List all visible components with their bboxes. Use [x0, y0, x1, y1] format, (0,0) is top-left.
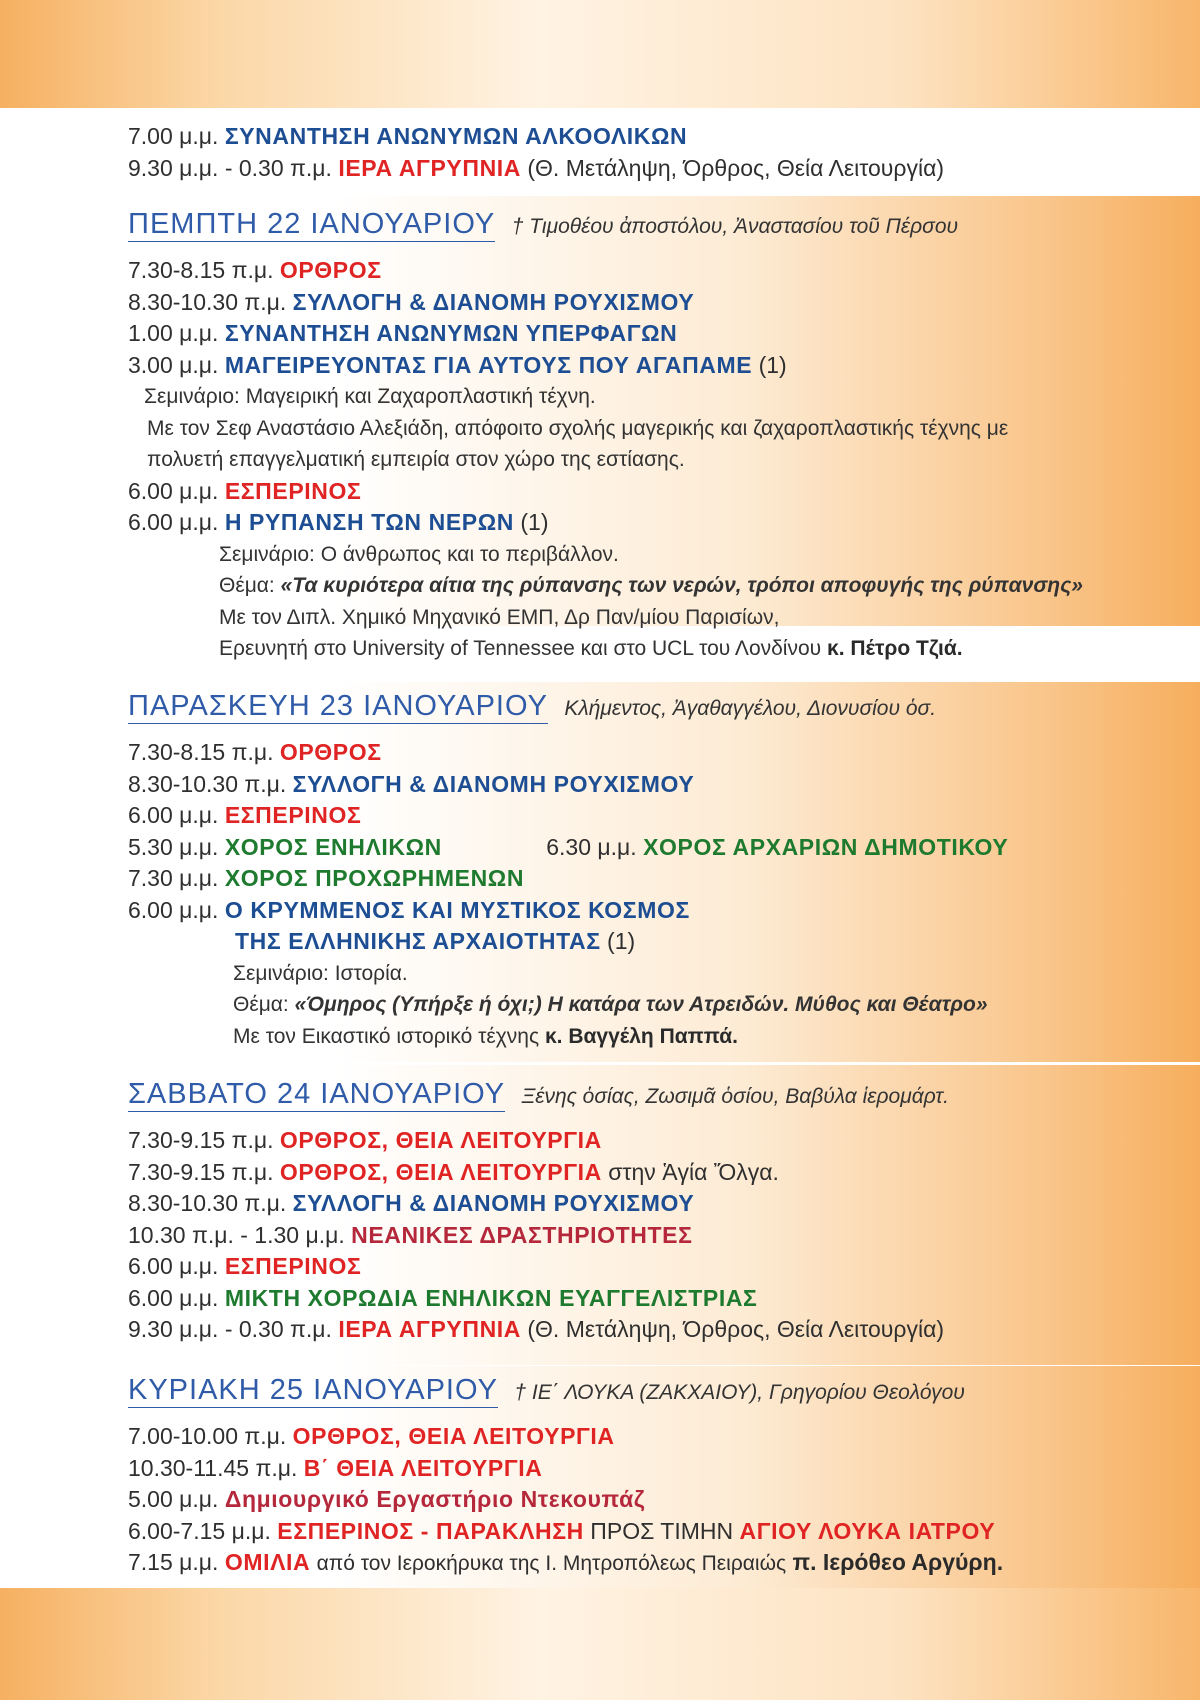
- event-time: 8.30-10.30 π.μ.: [128, 770, 287, 797]
- event-time: 3.00 μ.μ.: [128, 351, 219, 378]
- event-row: [128, 255, 1178, 287]
- day-header: [128, 690, 1178, 723]
- speaker-name: κ. Πέτρο Τζιά.: [826, 637, 963, 660]
- event-time: 8.30-10.30 π.μ.: [128, 1190, 287, 1216]
- event-note: (1): [607, 928, 636, 954]
- event-row: [128, 769, 1178, 801]
- event-row: [128, 863, 1178, 895]
- event-title: ΙΕΡΑ ΑΓΡΥΠΝΙΑ: [338, 1316, 521, 1342]
- intro-event: [128, 153, 1178, 185]
- event-title: ΣΥΝΑΝΤΗΣΗ ΑΝΩΝΥΜΩΝ ΑΛΚΟΟΛΙΚΩΝ: [224, 123, 688, 149]
- event-time: 6.30 μ.μ.: [546, 833, 637, 860]
- seminar-line: Σεμινάριο: Ο άνθρωπος και το περιβάλλον.: [219, 542, 619, 566]
- saint-of-day: Ξένης ὁσίας, Ζωσιμᾶ ὁσίου, Βαβύλα ἱερομάρτ.: [521, 1085, 949, 1108]
- event-title: Ο ΚΡΥΜΜΕΝΟΣ ΚΑΙ ΜΥΣΤΙΚΟΣ ΚΟΣΜΟΣ: [224, 896, 690, 923]
- theme-text: «Όμηρος (Υπήρξε ή όχι;) Η κατάρα των Ατρειδών. Μύθος και Θέατρο»: [294, 993, 988, 1016]
- event-row: [128, 350, 1178, 382]
- event-title: Δημιουργικό Εργαστήριο Ντεκουπάζ: [224, 1486, 646, 1512]
- seminar-line: πολυετή επαγγελματική εμπειρία στον χώρο της εστίασης.: [147, 448, 685, 471]
- seminar-speaker: [128, 1021, 1178, 1053]
- speaker-intro: Με τον Εικαστικό ιστορικό τέχνης: [233, 1024, 540, 1048]
- event-title: Η ΡΥΠΑΝΣΗ ΤΩΝ ΝΕΡΩΝ: [224, 509, 514, 535]
- event-time: 7.00 μ.μ.: [128, 123, 219, 149]
- event-row: [128, 318, 1178, 350]
- event-time: 7.30-8.15 π.μ.: [128, 739, 274, 765]
- theme-label: Θέμα:: [219, 574, 275, 597]
- day-header: [128, 1374, 1178, 1407]
- event-time: 7.30 μ.μ.: [128, 865, 219, 891]
- event-time: 6.00 μ.μ.: [128, 1284, 219, 1311]
- event-title: ΣΥΛΛΟΓΗ & ΔΙΑΝΟΜΗ ΡΟΥΧΙΣΜΟΥ: [292, 288, 695, 315]
- event-title: ΟΡΘΡΟΣ, ΘΕΙΑ ΛΕΙΤΟΥΡΓΙΑ: [279, 1127, 602, 1153]
- event-title: ΕΣΠΕΡΙΝΟΣ: [224, 802, 362, 828]
- event-note: στην Ἁγία Ὄλγα.: [608, 1158, 779, 1185]
- event-title: ΧΟΡΟΣ ΕΝΗΛΙΚΩΝ: [224, 833, 442, 860]
- event-time: 9.30 μ.μ. - 0.30 π.μ.: [128, 1316, 332, 1342]
- theme-label: Θέμα:: [233, 993, 289, 1016]
- event-row: [128, 507, 1178, 539]
- event-row: [128, 287, 1178, 319]
- event-title: ΟΡΘΡΟΣ, ΘΕΙΑ ΛΕΙΤΟΥΡΓΙΑ: [279, 1158, 602, 1185]
- event-time: 9.30 μ.μ. - 0.30 π.μ.: [128, 154, 332, 181]
- day-title: ΚΥΡΙΑΚΗ 25 ΙΑΝΟΥΑΡΙΟΥ: [128, 1374, 498, 1406]
- event-row: [128, 1157, 1178, 1189]
- event-title: ΙΕΡΑ ΑΓΡΥΠΝΙΑ: [338, 154, 521, 181]
- event-title: ΕΣΠΕΡΙΝΟΣ - ΠΑΡΑΚΛΗΣΗ: [277, 1517, 584, 1544]
- event-title: ΣΥΛΛΟΓΗ & ΔΙΑΝΟΜΗ ΡΟΥΧΙΣΜΟΥ: [292, 770, 695, 797]
- day-header: [128, 1078, 1178, 1111]
- event-note: (Θ. Μετάληψη, Όρθρος, Θεία Λειτουργία): [527, 154, 945, 181]
- event-time: 6.00 μ.μ.: [128, 802, 219, 828]
- seminar-theme: [128, 570, 1178, 602]
- event-row: [128, 895, 1178, 927]
- event-row: [128, 1220, 1178, 1252]
- event-time: 7.30-9.15 π.μ.: [128, 1127, 274, 1153]
- event-time: 10.30 π.μ. - 1.30 μ.μ.: [128, 1221, 345, 1248]
- event-title: ΟΡΘΡΟΣ: [279, 739, 382, 765]
- event-row: [128, 1421, 1178, 1453]
- event-time: 7.30-8.15 π.μ.: [128, 257, 274, 283]
- day-title: ΠΑΡΑΣΚΕΥΗ 23 ΙΑΝΟΥΑΡΙΟΥ: [128, 690, 548, 722]
- event-time: 5.00 μ.μ.: [128, 1486, 219, 1512]
- event-title: ΑΓΙΟΥ ΛΟΥΚΑ ΙΑΤΡΟΥ: [739, 1517, 996, 1544]
- thursday-section: [128, 208, 1178, 665]
- bottom-decor-band: [0, 1588, 1200, 1700]
- event-row: [128, 1188, 1178, 1220]
- event-row: [128, 737, 1178, 769]
- day-title: ΠΕΜΠΤΗ 22 ΙΑΝΟΥΑΡΙΟΥ: [128, 208, 496, 240]
- event-title: Β΄ ΘΕΙΑ ΛΕΙΤΟΥΡΓΙΑ: [303, 1454, 543, 1481]
- event-row: [128, 1484, 1178, 1516]
- intro-event: [128, 121, 1178, 153]
- event-time: 6.00 μ.μ.: [128, 896, 219, 923]
- event-title: ΕΣΠΕΡΙΝΟΣ: [224, 1253, 362, 1279]
- friday-section: [128, 690, 1178, 1052]
- event-time: 1.00 μ.μ.: [128, 320, 219, 346]
- event-note: (1): [520, 509, 549, 535]
- day-title: ΣΑΒΒΑΤΟ 24 ΙΑΝΟΥΑΡΙΟΥ: [128, 1078, 506, 1110]
- event-row: [128, 476, 1178, 508]
- event-title: ΝΕΑΝΙΚΕΣ ΔΡΑΣΤΗΡΙΟΤΗΤΕΣ: [351, 1221, 693, 1248]
- saint-of-day: † ΙΕ΄ ΛΟΥΚΑ (ΖΑΚΧΑΙΟΥ), Γρηγορίου Θεολόγου: [514, 1381, 965, 1404]
- day-header: [128, 208, 1178, 241]
- event-title: ΣΥΝΑΝΤΗΣΗ ΑΝΩΝΥΜΩΝ ΥΠΕΡΦΑΓΩΝ: [224, 320, 678, 346]
- saint-of-day: Κλήμεντος, Ἀγαθαγγέλου, Διονυσίου ὁσ.: [564, 697, 937, 720]
- event-title: ΧΟΡΟΣ ΑΡΧΑΡΙΩΝ ΔΗΜΟΤΙΚΟΥ: [643, 833, 1009, 860]
- event-time: 10.30-11.45 π.μ.: [128, 1454, 298, 1481]
- seminar-line: Με τον Σεφ Αναστάσιο Αλεξιάδη, απόφοιτο σχολής μαγερικής και ζαχαροπλαστικής τέχνης με: [147, 416, 1009, 440]
- speaker-name: κ. Βαγγέλη Παππά.: [544, 1024, 738, 1048]
- event-title: ΧΟΡΟΣ ΠΡΟΧΩΡΗΜΕΝΩΝ: [224, 865, 525, 891]
- event-note: ΠΡΟΣ ΤΙΜΗΝ: [590, 1517, 734, 1544]
- event-title: ΤΗΣ ΕΛΛΗΝΙΚΗΣ ΑΡΧΑΙΟΤΗΤΑΣ: [235, 928, 601, 954]
- speaker-name: π. Ιερόθεο Αργύρη.: [792, 1549, 1004, 1575]
- event-note: από τον Ιεροκήρυκα της Ι. Μητροπόλεως Πειραιώς: [316, 1552, 787, 1575]
- event-row: [128, 832, 1178, 864]
- event-title: ΟΡΘΡΟΣ: [279, 257, 382, 283]
- event-title: ΣΥΛΛΟΓΗ & ΔΙΑΝΟΜΗ ΡΟΥΧΙΣΜΟΥ: [292, 1190, 695, 1216]
- event-title: ΜΑΓΕΙΡΕΥΟΝΤΑΣ ΓΙΑ ΑΥΤΟΥΣ ΠΟΥ ΑΓΑΠΑΜΕ: [224, 351, 753, 378]
- event-time: 6.00 μ.μ.: [128, 477, 219, 504]
- event-row: [128, 1453, 1178, 1485]
- event-row: [128, 800, 1178, 832]
- event-row: [128, 1283, 1178, 1315]
- event-time: 6.00-7.15 μ.μ.: [128, 1517, 271, 1544]
- event-row: [128, 1125, 1178, 1157]
- intro-section: [128, 121, 1178, 184]
- event-time: 7.15 μ.μ.: [128, 1549, 219, 1575]
- event-time: 8.30-10.30 π.μ.: [128, 288, 287, 315]
- saturday-section: [128, 1078, 1178, 1346]
- event-title: ΜΙΚΤΗ ΧΟΡΩΔΙΑ ΕΝΗΛΙΚΩΝ ΕΥΑΓΓΕΛΙΣΤΡΙΑΣ: [224, 1284, 758, 1311]
- sunday-section: [128, 1374, 1178, 1580]
- seminar-speaker: [128, 633, 1178, 665]
- seminar-line: Σεμινάριο: Ιστορία.: [233, 961, 408, 985]
- event-time: 7.00-10.00 π.μ.: [128, 1423, 287, 1449]
- event-row: [128, 1547, 1178, 1580]
- event-title: ΟΜΙΛΙΑ: [224, 1549, 311, 1575]
- event-row: [128, 1314, 1178, 1346]
- saint-of-day: † Τιμοθέου ἀποστόλου, Ἀναστασίου τοῦ Πέρσου: [511, 215, 959, 238]
- event-row: [128, 1251, 1178, 1283]
- event-title: ΟΡΘΡΟΣ, ΘΕΙΑ ΛΕΙΤΟΥΡΓΙΑ: [292, 1423, 615, 1449]
- event-time: 6.00 μ.μ.: [128, 1253, 219, 1279]
- seminar-theme: [128, 989, 1178, 1021]
- event-title: ΕΣΠΕΡΙΝΟΣ: [224, 477, 362, 504]
- top-decor-band: [0, 0, 1200, 108]
- event-time: 7.30-9.15 π.μ.: [128, 1158, 274, 1185]
- theme-text: «Τα κυριότερα αίτια της ρύπανσης των νερών, τρόποι αποφυγής της ρύπανσης»: [280, 574, 1083, 597]
- event-row: [128, 1516, 1178, 1548]
- event-time: 5.30 μ.μ.: [128, 833, 219, 860]
- event-row-continued: [128, 926, 1178, 958]
- event-note: (Θ. Μετάληψη, Όρθρος, Θεία Λειτουργία): [527, 1316, 945, 1342]
- seminar-line: Με τον Διπλ. Χημικό Μηχανικό ΕΜΠ, Δρ Παν/μίου Παρισίων,: [219, 605, 780, 629]
- seminar-line: Σεμινάριο: Μαγειρική και Ζαχαροπλαστική τέχνη.: [144, 385, 596, 408]
- speaker-intro: Ερευνητή στο University of Tennessee και στο UCL του Λονδίνου: [219, 637, 822, 660]
- event-note: (1): [758, 351, 787, 378]
- event-time: 6.00 μ.μ.: [128, 509, 219, 535]
